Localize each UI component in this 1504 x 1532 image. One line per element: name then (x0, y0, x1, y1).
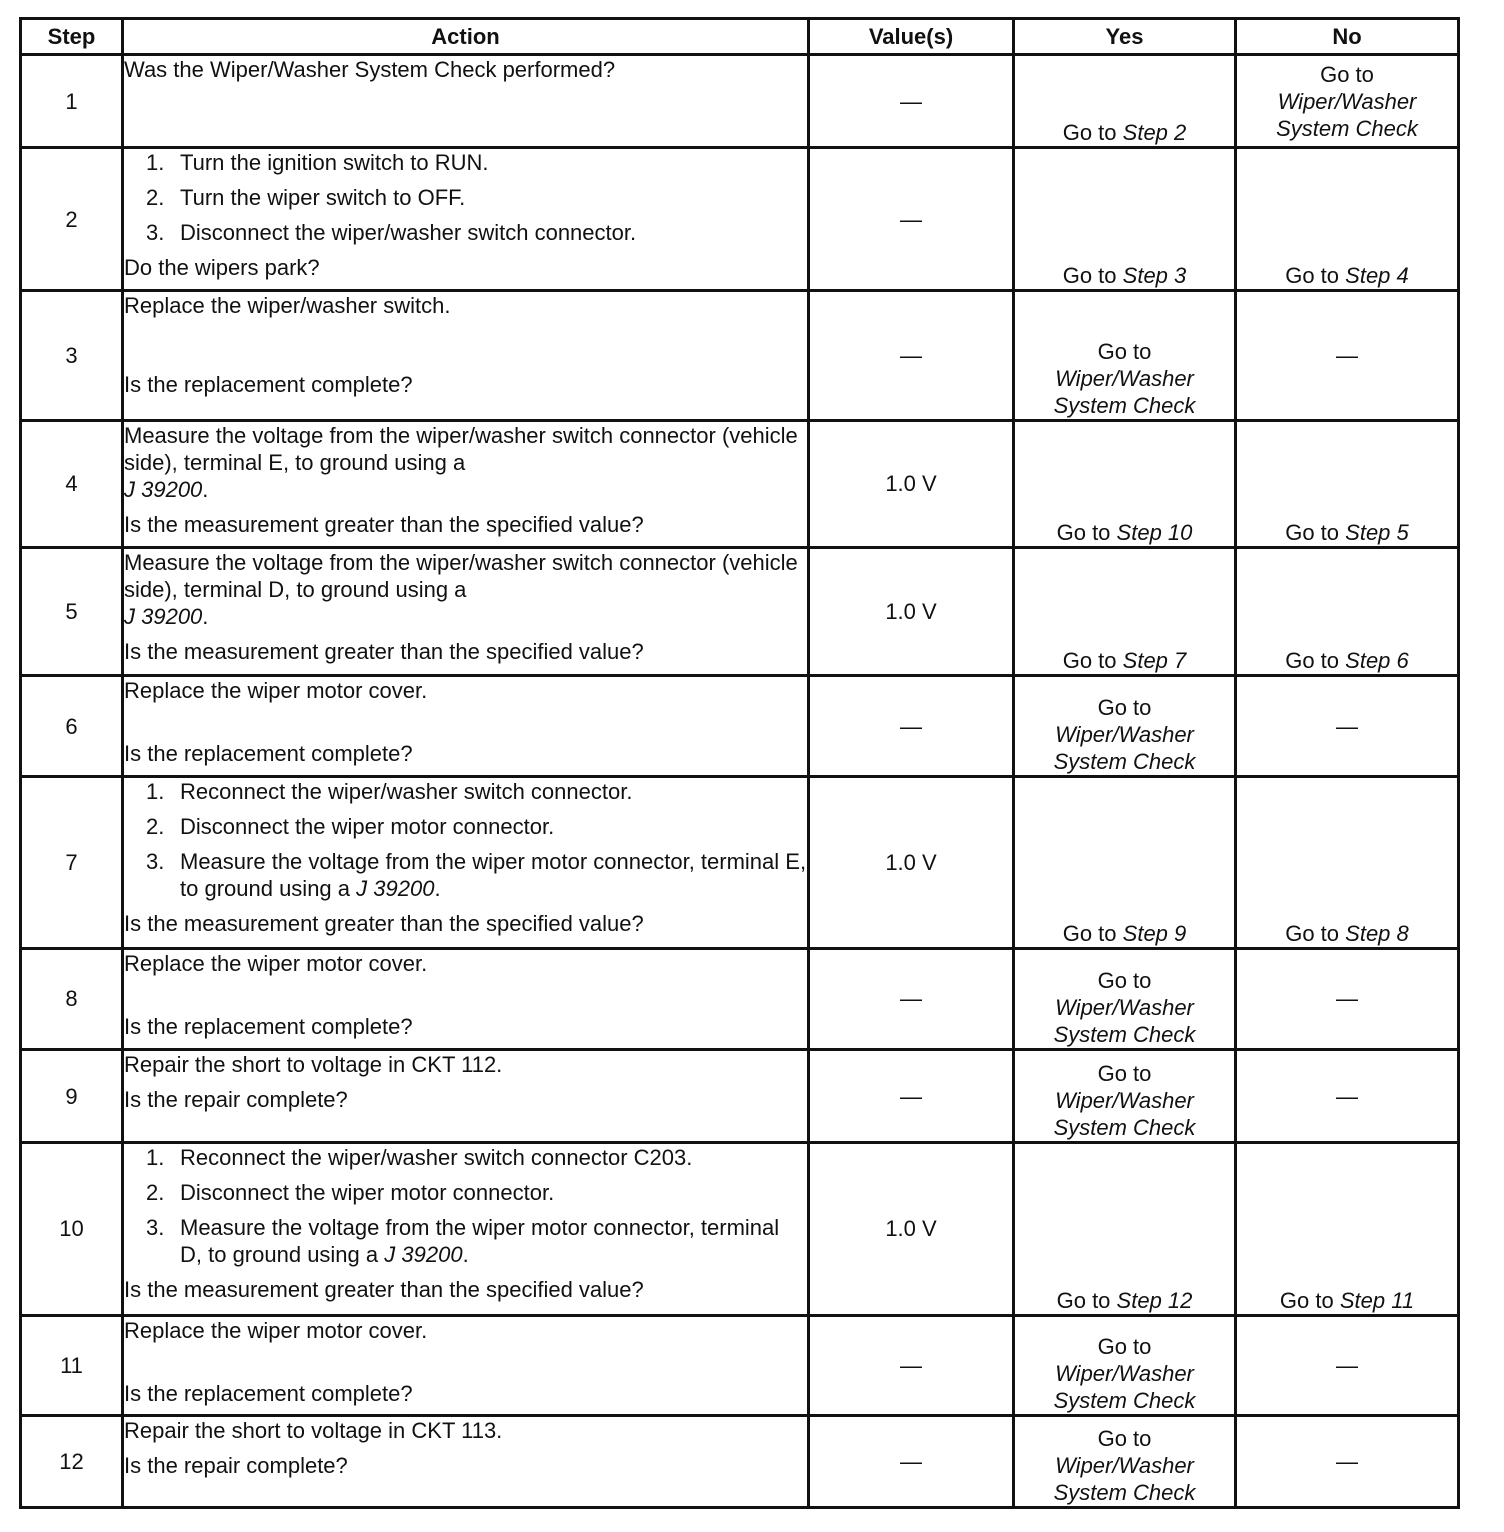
action-cell (123, 676, 809, 777)
no-cell: — (1236, 1415, 1459, 1507)
action-cell (123, 148, 809, 291)
tool-ref: J 39200 (124, 476, 203, 502)
table-row (21, 547, 1459, 675)
yes-prefix: Go to (1097, 967, 1152, 993)
action-text: Measure the voltage from the wiper/washer switch connector (vehicle side), terminal D, to ground using a J 39200. (124, 549, 798, 629)
yes-check-ref: System Check (1053, 749, 1196, 775)
list-item: 3. Measure the voltage from the wiper motor connector, terminal E, to ground using a J 39200. (146, 849, 807, 902)
no-step-ref: Step 6 (1345, 648, 1409, 674)
action-cell (123, 55, 809, 148)
yes-cell (1014, 1415, 1236, 1507)
yes-prefix: Go to (1097, 1426, 1152, 1451)
tool-ref: J 39200 (124, 603, 203, 629)
no-prefix: Go to (1279, 1287, 1334, 1313)
no-cell: — (1236, 676, 1459, 777)
yes-prefix: Go to (1062, 920, 1117, 946)
value-cell: — (809, 1315, 1014, 1415)
yes-step-ref: Step 3 (1122, 263, 1187, 289)
header-yes: Yes (1014, 19, 1236, 55)
yes-check-ref: System Check (1053, 1021, 1196, 1047)
no-step-ref: Step 8 (1345, 920, 1409, 946)
yes-cell (1014, 547, 1236, 675)
yes-prefix: Go to (1062, 120, 1117, 146)
list-item: 3. Disconnect the wiper/washer switch connector. (146, 220, 637, 246)
value-cell: 1.0 V (809, 777, 1014, 948)
no-cell (1236, 420, 1459, 547)
list-item: 1. Reconnect the wiper/washer switch connector. (146, 779, 633, 805)
no-cell (1236, 1143, 1459, 1315)
yes-check-ref: Wiper/Washer (1055, 1360, 1194, 1386)
diagnostic-table (19, 17, 1460, 1509)
no-step-ref: Step 11 (1339, 1287, 1415, 1313)
action-question: Is the measurement greater than the specified value? (124, 911, 644, 937)
action-question: Is the replacement complete? (124, 1380, 413, 1406)
table-row (21, 1315, 1459, 1415)
yes-check-ref: System Check (1053, 1387, 1196, 1413)
no-check-ref: System Check (1276, 115, 1418, 141)
value-cell: 1.0 V (809, 1143, 1014, 1315)
header-no: No (1236, 19, 1459, 55)
yes-check-ref: Wiper/Washer (1055, 994, 1194, 1020)
header-row (21, 19, 1459, 55)
list-item: 2. Turn the wiper switch to OFF. (146, 185, 466, 211)
table-row (21, 148, 1459, 291)
action-text: Measure the voltage from the wiper/washer switch connector (vehicle side), terminal E, to ground using a J 39200. (124, 422, 798, 502)
no-step-ref: Step 4 (1345, 263, 1409, 289)
no-prefix: Go to (1285, 519, 1340, 545)
yes-cell (1014, 291, 1236, 420)
yes-check-ref: System Check (1053, 1480, 1196, 1505)
yes-cell (1014, 676, 1236, 777)
yes-check-ref: Wiper/Washer (1055, 365, 1194, 391)
list-item: 1. Reconnect the wiper/washer switch connector C203. (146, 1145, 693, 1171)
action-steps (124, 1144, 807, 1268)
no-line: Go to (1320, 61, 1374, 87)
action-text: Replace the wiper motor cover. (124, 678, 428, 704)
value-cell: 1.0 V (809, 547, 1014, 675)
list-item: 3. Measure the voltage from the wiper motor connector, terminal D, to ground using a J 39200. (146, 1215, 780, 1268)
step-number: 11 (21, 1315, 123, 1415)
table-row (21, 1415, 1459, 1507)
step-number: 10 (21, 1143, 123, 1315)
action-question: Is the repair complete? (124, 1086, 348, 1112)
yes-step-ref: Step 12 (1116, 1287, 1193, 1313)
header-step: Step (21, 19, 123, 55)
yes-step-ref: Step 2 (1122, 120, 1187, 146)
no-cell (1236, 148, 1459, 291)
yes-cell (1014, 55, 1236, 148)
yes-cell (1014, 948, 1236, 1049)
action-text: Replace the wiper motor cover. (124, 1317, 428, 1343)
action-cell (123, 1049, 809, 1142)
action-steps (124, 149, 807, 246)
list-item: 1. Turn the ignition switch to RUN. (146, 150, 489, 176)
yes-prefix: Go to (1097, 1061, 1152, 1087)
action-cell (123, 420, 809, 547)
yes-check-ref: System Check (1053, 392, 1196, 418)
table-row (21, 1049, 1459, 1142)
table-row (21, 1143, 1459, 1315)
value-cell: — (809, 1049, 1014, 1142)
action-cell (123, 948, 809, 1049)
value-cell: — (809, 1415, 1014, 1507)
no-check-ref: Wiper/Washer (1277, 88, 1417, 114)
step-number: 5 (21, 547, 123, 675)
action-text: Was the Wiper/Washer System Check performed? (124, 57, 616, 82)
no-cell (1236, 55, 1459, 148)
action-question: Is the replacement complete? (124, 372, 413, 398)
value-cell: — (809, 148, 1014, 291)
step-number: 3 (21, 291, 123, 420)
yes-check-ref: Wiper/Washer (1055, 722, 1194, 748)
list-item: 2. Disconnect the wiper motor connector. (146, 814, 555, 840)
yes-prefix: Go to (1097, 695, 1152, 721)
yes-prefix: Go to (1062, 648, 1117, 674)
action-text: Repair the short to voltage in CKT 113. (124, 1417, 503, 1443)
action-cell (123, 291, 809, 420)
no-cell: — (1236, 1315, 1459, 1415)
value-cell: 1.0 V (809, 420, 1014, 547)
action-steps (124, 778, 807, 902)
step-number: 1 (21, 55, 123, 148)
tool-ref: J 39200 (356, 876, 435, 902)
value-cell: — (809, 948, 1014, 1049)
value-cell: — (809, 291, 1014, 420)
yes-step-ref: Step 9 (1122, 920, 1187, 946)
header-action: Action (123, 19, 809, 55)
action-text: Repair the short to voltage in CKT 112. (124, 1051, 503, 1077)
yes-prefix: Go to (1056, 519, 1111, 545)
yes-cell (1014, 1315, 1236, 1415)
yes-check-ref: Wiper/Washer (1055, 1453, 1194, 1478)
yes-prefix: Go to (1097, 1333, 1152, 1359)
header-values: Value(s) (809, 19, 1014, 55)
table-row (21, 420, 1459, 547)
no-prefix: Go to (1285, 263, 1340, 289)
action-cell (123, 1415, 809, 1507)
action-question: Is the measurement greater than the specified value? (124, 638, 644, 664)
step-number: 9 (21, 1049, 123, 1142)
action-cell (123, 1315, 809, 1415)
step-number: 8 (21, 948, 123, 1049)
action-cell (123, 777, 809, 948)
no-step-ref: Step 5 (1345, 519, 1409, 545)
action-question: Do the wipers park? (124, 255, 320, 281)
value-cell: — (809, 55, 1014, 148)
list-item: 2. Disconnect the wiper motor connector. (146, 1180, 555, 1206)
value-cell: — (809, 676, 1014, 777)
yes-cell (1014, 1143, 1236, 1315)
no-cell (1236, 547, 1459, 675)
action-question: Is the measurement greater than the specified value? (124, 1277, 644, 1303)
yes-cell (1014, 1049, 1236, 1142)
yes-cell (1014, 420, 1236, 547)
action-question: Is the measurement greater than the specified value? (124, 511, 644, 537)
no-cell (1236, 777, 1459, 948)
table-row (21, 777, 1459, 948)
yes-check-ref: System Check (1053, 1115, 1196, 1141)
no-cell: — (1236, 291, 1459, 420)
yes-prefix: Go to (1056, 1287, 1111, 1313)
step-number: 4 (21, 420, 123, 547)
action-cell (123, 1143, 809, 1315)
table-row (21, 55, 1459, 148)
yes-prefix: Go to (1097, 338, 1152, 364)
tool-ref: J 39200 (384, 1242, 463, 1268)
step-number: 12 (21, 1415, 123, 1507)
step-number: 6 (21, 676, 123, 777)
no-cell: — (1236, 1049, 1459, 1142)
table-row (21, 676, 1459, 777)
yes-check-ref: Wiper/Washer (1055, 1088, 1194, 1114)
yes-cell (1014, 777, 1236, 948)
no-prefix: Go to (1285, 920, 1340, 946)
yes-cell (1014, 148, 1236, 291)
action-question: Is the replacement complete? (124, 741, 413, 767)
step-number: 7 (21, 777, 123, 948)
yes-step-ref: Step 7 (1122, 648, 1187, 674)
table-row (21, 291, 1459, 420)
action-question: Is the repair complete? (124, 1452, 348, 1478)
table-row (21, 948, 1459, 1049)
action-text: Replace the wiper motor cover. (124, 950, 428, 976)
no-cell: — (1236, 948, 1459, 1049)
no-prefix: Go to (1285, 648, 1340, 674)
yes-step-ref: Step 10 (1116, 519, 1193, 545)
step-number: 2 (21, 148, 123, 291)
action-question: Is the replacement complete? (124, 1013, 413, 1039)
yes-prefix: Go to (1062, 263, 1117, 289)
action-cell (123, 547, 809, 675)
action-text: Replace the wiper/washer switch. (124, 293, 451, 319)
